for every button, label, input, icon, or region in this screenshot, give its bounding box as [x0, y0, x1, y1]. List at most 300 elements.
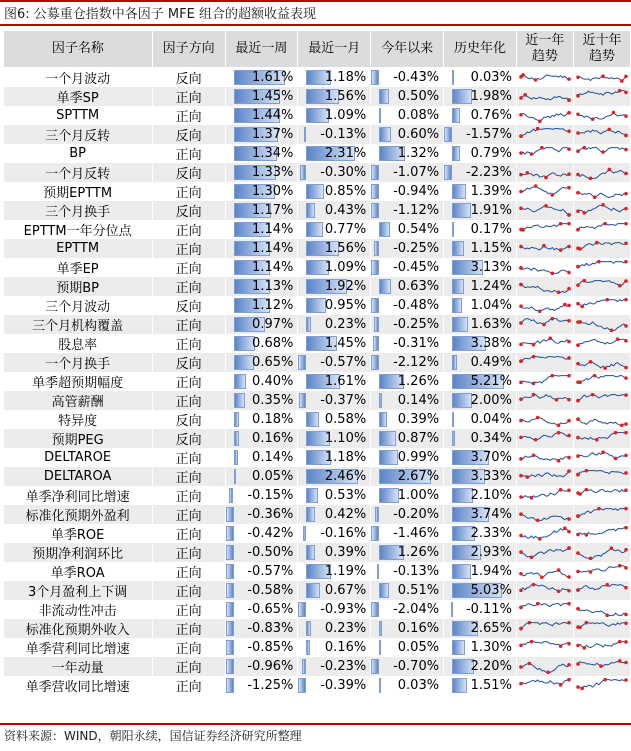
sparkline [576, 146, 628, 161]
last-week-cell [225, 258, 298, 277]
hist-annual-cell [444, 657, 517, 676]
value-text: -0.93% [320, 602, 367, 617]
value-text: 1.51% [470, 678, 512, 693]
trend-marker [624, 640, 628, 644]
value-bar [379, 678, 381, 693]
hist-annual-cell [444, 68, 517, 88]
trend-marker [519, 457, 523, 461]
sparkline [519, 317, 571, 332]
trend-marker [624, 298, 628, 301]
trend-1y [516, 239, 573, 258]
sparkline [576, 298, 628, 313]
table-header-row [4, 31, 631, 68]
table-row [4, 410, 631, 429]
table-row [4, 334, 631, 353]
trend-1y [516, 448, 573, 467]
trend-1y [516, 505, 573, 524]
trend-marker [567, 530, 571, 534]
factor-name: 标准化预期外收入 [4, 619, 153, 638]
sparkline [576, 488, 628, 503]
trend-line [578, 548, 626, 558]
ytd-cell [371, 239, 444, 258]
trend-10y [573, 486, 630, 505]
sparkline [519, 355, 571, 370]
value-text: -2.12% [393, 355, 440, 370]
value-bar [379, 108, 381, 123]
trend-marker [624, 422, 628, 426]
value-text: -0.13% [320, 127, 367, 142]
value-text: 2.31% [324, 146, 367, 161]
trend-marker [519, 682, 523, 686]
factor-name: 一年动量 [4, 657, 153, 676]
trend-marker [519, 665, 523, 669]
trend-marker [567, 589, 571, 593]
value-text: 0.18% [252, 412, 294, 427]
trend-marker [576, 436, 580, 440]
sparkline [519, 222, 571, 237]
value-text: 1.92% [324, 279, 367, 294]
sparkline [576, 583, 628, 598]
trend-marker [578, 492, 582, 496]
value-bar [371, 165, 379, 180]
last-month-cell [298, 334, 371, 353]
value-text: -0.23% [320, 659, 367, 674]
table-row [4, 258, 631, 277]
trend-10y [573, 524, 630, 543]
factor-name: 标准化预期外盈利 [4, 505, 153, 524]
value-bar [452, 241, 463, 256]
sparkline [519, 393, 571, 408]
last-week-cell [225, 429, 298, 448]
trend-1y [516, 125, 573, 144]
last-week-cell [225, 201, 298, 220]
last-month-cell [298, 505, 371, 524]
value-bar [377, 564, 380, 579]
value-bar [306, 298, 326, 313]
factor-direction: 正向 [152, 600, 225, 619]
trend-marker [624, 134, 628, 138]
factor-name: 三个月反转 [4, 125, 153, 144]
trend-marker [519, 173, 523, 177]
table-row [4, 676, 631, 695]
value-text: 1.10% [324, 431, 367, 446]
table-row [4, 581, 631, 600]
sparkline [576, 165, 628, 180]
factor-name: BP [4, 144, 153, 163]
sparkline [576, 222, 628, 237]
value-bar [226, 526, 234, 541]
ytd-cell [371, 505, 444, 524]
factor-direction: 反向 [152, 410, 225, 429]
ytd-cell [371, 581, 444, 600]
trend-marker [544, 176, 548, 180]
value-bar [306, 640, 309, 655]
ytd-cell [371, 353, 444, 372]
last-month-cell [298, 258, 371, 277]
trend-1y [516, 486, 573, 505]
trend-marker [519, 266, 523, 270]
trend-marker [576, 533, 580, 537]
value-bar [451, 602, 453, 617]
trend-marker [563, 303, 567, 307]
factor-name: 非流动性冲击 [4, 600, 153, 619]
sparkline [576, 184, 628, 199]
value-bar [452, 317, 468, 332]
ytd-cell [371, 448, 444, 467]
ytd-cell [371, 657, 444, 676]
value-bar [226, 507, 234, 522]
last-week-cell [225, 87, 298, 106]
factor-name: 单季ROE [4, 524, 153, 543]
factor-direction: 正向 [152, 581, 225, 600]
sparkline [576, 678, 628, 693]
value-text: -0.25% [393, 241, 440, 256]
sparkline [576, 431, 628, 446]
sparkline [576, 621, 628, 636]
trend-marker [538, 537, 542, 541]
last-month-cell [298, 562, 371, 581]
trend-line [521, 376, 569, 384]
trend-marker [567, 222, 571, 225]
value-text: 0.04% [470, 412, 512, 427]
value-text: -0.50% [247, 545, 294, 560]
value-bar [306, 203, 315, 218]
trend-marker [620, 424, 624, 427]
value-text: -0.31% [393, 336, 440, 351]
last-month-cell [298, 657, 371, 676]
factor-direction: 正向 [152, 562, 225, 581]
trend-marker [519, 134, 523, 138]
trend-1y [516, 467, 573, 486]
last-month-cell [298, 676, 371, 695]
factor-name: DELTAROE [4, 448, 153, 467]
value-bar [234, 450, 239, 465]
value-bar [234, 393, 245, 408]
value-bar [452, 70, 454, 85]
value-text: -0.16% [320, 526, 367, 541]
value-bar [229, 488, 234, 503]
value-text: 1.30% [470, 640, 512, 655]
trend-marker [576, 514, 580, 518]
trend-1y [516, 429, 573, 448]
factor-direction: 正向 [152, 486, 225, 505]
trend-marker [624, 431, 628, 434]
value-text: 0.16% [397, 621, 440, 636]
trend-10y [573, 600, 630, 619]
trend-marker [576, 551, 580, 555]
trend-line [578, 395, 626, 401]
trend-line [578, 169, 626, 178]
value-text: 1.13% [252, 279, 294, 294]
hist-annual-cell [444, 106, 517, 125]
trend-marker [550, 193, 554, 197]
value-text: 5.21% [470, 374, 512, 389]
last-month-cell [298, 315, 371, 334]
trend-marker [624, 222, 628, 225]
trend-marker [567, 374, 571, 377]
value-text: 0.50% [397, 89, 440, 104]
value-text: -0.70% [393, 659, 440, 674]
trend-marker [519, 474, 523, 478]
last-month-cell [298, 543, 371, 562]
trend-marker [525, 475, 529, 479]
value-text: -0.57% [320, 355, 367, 370]
trend-marker [618, 564, 622, 567]
last-month-cell [298, 448, 371, 467]
trend-marker [544, 204, 548, 208]
factor-name: 三个月波动 [4, 296, 153, 315]
last-week-cell [225, 486, 298, 505]
value-text: -0.43% [393, 70, 440, 85]
trend-marker [624, 678, 628, 682]
ytd-cell [371, 182, 444, 201]
value-text: 2.46% [324, 469, 367, 484]
factor-direction: 反向 [152, 201, 225, 220]
sparkline [519, 336, 571, 351]
trend-marker [567, 319, 571, 323]
trend-marker [576, 265, 580, 269]
factor-name: 单季ROA [4, 562, 153, 581]
last-week-cell [225, 562, 298, 581]
value-text: 1.94% [470, 564, 512, 579]
value-bar [226, 545, 234, 560]
value-text: 1.09% [324, 260, 367, 275]
trend-marker [576, 473, 580, 477]
trend-marker [624, 192, 628, 196]
last-month-cell [298, 144, 371, 163]
trend-marker [576, 302, 580, 306]
value-bar [379, 488, 398, 503]
value-text: -0.83% [247, 621, 294, 636]
trend-marker [624, 376, 628, 380]
trend-line [521, 268, 569, 273]
factor-direction: 正向 [152, 258, 225, 277]
factor-direction: 正向 [152, 106, 225, 125]
value-text: -0.20% [393, 507, 440, 522]
value-bar [452, 393, 472, 408]
sparkline [519, 70, 571, 85]
trend-line [578, 129, 626, 135]
trend-10y [573, 239, 630, 258]
value-text: 1.04% [470, 298, 512, 313]
sparkline [519, 146, 571, 161]
value-text: -0.11% [465, 602, 512, 617]
trend-marker [567, 111, 571, 115]
hist-annual-cell [444, 372, 517, 391]
factor-name: 预期EPTTM [4, 182, 153, 201]
trend-marker [582, 146, 586, 149]
table-row [4, 657, 631, 676]
trend-10y [573, 201, 630, 220]
value-bar [452, 89, 472, 104]
last-month-cell [298, 296, 371, 315]
value-bar [379, 393, 382, 408]
table-body [4, 68, 631, 696]
sparkline [519, 241, 571, 256]
sparkline [576, 260, 628, 275]
trend-marker [582, 279, 586, 282]
trend-marker [557, 431, 561, 434]
factor-direction: 反向 [152, 68, 225, 88]
value-bar [452, 640, 465, 655]
hist-annual-cell [444, 163, 517, 182]
trend-marker [624, 393, 628, 397]
trend-marker [578, 247, 582, 251]
factor-name: 单季EP [4, 258, 153, 277]
trend-marker [576, 607, 580, 611]
last-month-cell [298, 391, 371, 410]
value-text: 1.33% [252, 165, 294, 180]
table-row [4, 524, 631, 543]
trend-marker [576, 173, 580, 177]
trend-marker [576, 149, 580, 153]
hist-annual-cell [444, 619, 517, 638]
last-week-cell [225, 372, 298, 391]
trend-marker [567, 546, 571, 550]
trend-marker [567, 488, 571, 492]
sparkline [519, 659, 571, 674]
ytd-cell [371, 524, 444, 543]
value-text: 0.65% [252, 355, 294, 370]
value-bar [234, 374, 247, 389]
last-month-cell [298, 429, 371, 448]
sparkline [519, 374, 571, 389]
last-week-cell [225, 619, 298, 638]
value-bar [371, 298, 379, 313]
value-bar [374, 241, 379, 256]
last-month-cell [298, 638, 371, 657]
trend-10y [573, 334, 630, 353]
trend-marker [527, 621, 531, 624]
factor-direction: 正向 [152, 182, 225, 201]
value-bar [379, 583, 389, 598]
trend-1y [516, 372, 573, 391]
value-text: -0.36% [247, 507, 294, 522]
trend-marker [624, 507, 628, 510]
trend-marker [519, 512, 523, 516]
sparkline [519, 450, 571, 465]
last-week-cell [225, 182, 298, 201]
value-text: 0.67% [324, 583, 367, 598]
value-bar [306, 222, 322, 237]
factor-direction: 正向 [152, 676, 225, 695]
factor-direction: 正向 [152, 239, 225, 258]
value-text: 1.26% [397, 545, 440, 560]
value-bar [306, 545, 314, 560]
value-bar [306, 488, 317, 503]
hist-annual-cell [444, 258, 517, 277]
table-row [4, 353, 631, 372]
hist-annual-cell [444, 448, 517, 467]
factor-direction: 正向 [152, 448, 225, 467]
figure-title: 图6: 公募重仓指数中各因子 MFE 组合的超额收益表现 [4, 7, 316, 22]
ytd-cell [371, 277, 444, 296]
value-text: 0.23% [324, 621, 367, 636]
trend-marker [521, 228, 525, 232]
value-bar [306, 621, 311, 636]
sparkline [519, 678, 571, 693]
value-bar [306, 507, 315, 522]
hist-annual-cell [444, 239, 517, 258]
trend-marker [580, 305, 584, 309]
last-month-cell [298, 353, 371, 372]
sparkline [519, 298, 571, 313]
sparkline [576, 507, 628, 522]
sparkline [519, 621, 571, 636]
trend-10y [573, 467, 630, 486]
value-bar [226, 564, 234, 579]
value-text: 2.33% [470, 526, 512, 541]
value-text: 0.23% [324, 317, 367, 332]
trend-marker [536, 127, 540, 130]
trend-marker [519, 96, 523, 100]
hist-annual-cell [444, 391, 517, 410]
trend-marker [525, 171, 529, 175]
ytd-cell [371, 315, 444, 334]
last-month-cell [298, 182, 371, 201]
trend-marker [519, 283, 523, 287]
trend-marker [576, 685, 580, 689]
table-row [4, 106, 631, 125]
value-text: 0.77% [324, 222, 367, 237]
table-row [4, 562, 631, 581]
ytd-cell [371, 144, 444, 163]
value-text: 0.54% [397, 222, 440, 237]
last-month-cell [298, 68, 371, 88]
factor-name: 一个月反转 [4, 163, 153, 182]
header-hist-annual: 历史年化 [444, 31, 517, 68]
ytd-cell [371, 676, 444, 695]
last-month-cell [298, 600, 371, 619]
value-bar [452, 184, 466, 199]
last-month-cell [298, 524, 371, 543]
value-text: 1.19% [324, 564, 367, 579]
trend-marker [610, 329, 614, 332]
value-text: -0.65% [247, 602, 294, 617]
value-bar [306, 583, 320, 598]
trend-10y [573, 87, 630, 106]
trend-marker [519, 436, 523, 440]
value-text: 0.39% [324, 545, 367, 560]
last-month-cell [298, 372, 371, 391]
value-text: -1.25% [247, 678, 294, 693]
trend-marker [521, 73, 525, 77]
trend-marker [589, 177, 593, 180]
sparkline [576, 602, 628, 617]
trend-marker [618, 89, 622, 92]
value-text: 1.61% [252, 70, 294, 85]
factor-name: EPTTM一年分位点 [4, 220, 153, 239]
last-week-cell [225, 410, 298, 429]
trend-1y [516, 353, 573, 372]
last-week-cell [225, 334, 298, 353]
trend-marker [542, 323, 546, 327]
last-month-cell [298, 486, 371, 505]
value-bar [371, 602, 379, 617]
trend-10y [573, 638, 630, 657]
hist-annual-cell [444, 676, 517, 695]
factor-name: 单季净利同比增速 [4, 486, 153, 505]
header-trend-10y: 近十年趋势 [573, 31, 630, 68]
value-bar [298, 355, 306, 370]
value-bar [226, 678, 234, 693]
trend-marker [616, 337, 620, 341]
trend-marker [550, 374, 554, 377]
value-text: -0.37% [320, 393, 367, 408]
value-text: 1.56% [324, 89, 367, 104]
factor-name: 预期BP [4, 277, 153, 296]
trend-line [578, 376, 626, 383]
